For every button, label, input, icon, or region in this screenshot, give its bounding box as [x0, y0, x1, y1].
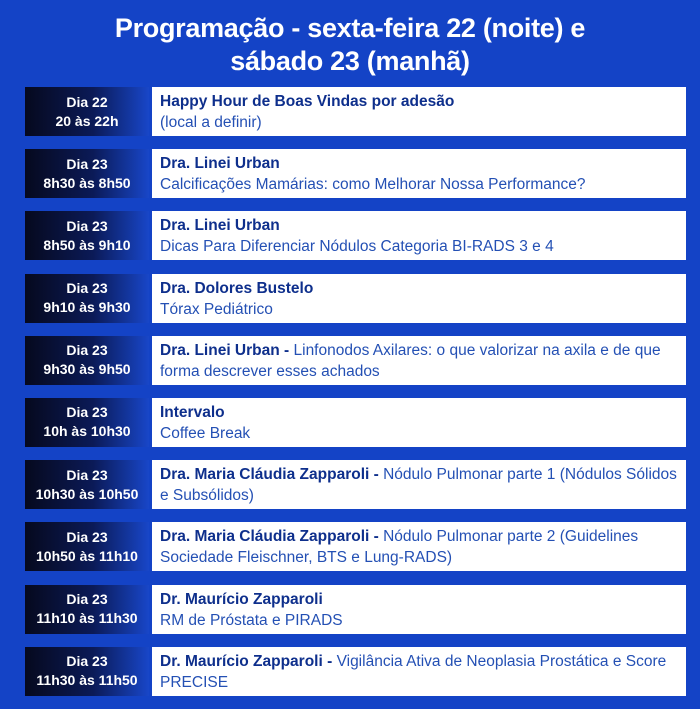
schedule-speaker: Intervalo [160, 403, 225, 421]
schedule-time-block [25, 398, 149, 447]
schedule-row [25, 647, 686, 696]
schedule-time-block [25, 274, 149, 323]
schedule-speaker: Dra. Maria Cláudia Zapparoli [160, 528, 370, 546]
schedule-time-block [25, 336, 149, 385]
schedule-content [152, 336, 686, 385]
title-line-2: sábado 23 (manhã) [230, 46, 470, 76]
schedule-row [25, 522, 686, 571]
schedule-topic: Dicas Para Diferenciar Nódulos Categoria BI-RADS 3 e 4 [160, 238, 554, 256]
schedule-time: 9h30 às 9h50 [43, 361, 131, 378]
schedule-row [25, 87, 686, 136]
schedule-day: Dia 23 [66, 653, 108, 670]
schedule-day: Dia 23 [66, 155, 108, 172]
schedule-time-block [25, 585, 149, 634]
schedule-topic: Nódulo Pulmonar parte 1 (Nódulos Sólidos e Subsólidos) [160, 466, 677, 505]
schedule-topic: Nódulo Pulmonar parte 2 (Guidelines Sociedade Fleischner, BTS e Lung-RADS) [160, 528, 639, 567]
schedule-content [152, 87, 686, 136]
schedule-day: Dia 23 [66, 342, 108, 359]
schedule-row [25, 211, 686, 260]
schedule-topic: Calcificações Mamárias: como Melhorar Nossa Performance? [160, 176, 586, 194]
schedule-speaker: Happy Hour de Boas Vindas por adesão [160, 93, 455, 110]
schedule-time-block [25, 211, 149, 260]
title-line-1: Programação - sexta-feira 22 (noite) e [114, 13, 586, 43]
schedule-time-block [25, 522, 149, 571]
schedule-separator: - [369, 528, 384, 546]
schedule-row [25, 149, 686, 198]
schedule-time: 20 às 22h [55, 112, 119, 129]
schedule-time: 8h50 às 9h10 [43, 236, 131, 253]
schedule-time-block [25, 460, 149, 509]
schedule-speaker: Dr. Maurício Zapparoli [160, 590, 323, 608]
schedule-speaker: Dra. Linei Urban [160, 217, 280, 235]
schedule-content [152, 647, 686, 696]
schedule-day: Dia 23 [66, 217, 108, 234]
schedule-speaker: Dra. Dolores Bustelo [160, 279, 314, 297]
schedule-content [152, 274, 686, 323]
schedule-separator: - [369, 466, 384, 484]
schedule-speaker: Dra. Linei Urban [160, 155, 280, 173]
schedule-time: 10h50 às 11h10 [36, 547, 138, 564]
schedule-row [25, 274, 686, 323]
schedule-time: 10h30 às 10h50 [35, 485, 139, 502]
schedule-day: Dia 23 [66, 591, 108, 607]
schedule-row [25, 585, 686, 634]
schedule-topic: Vigilância Ativa de Neoplasia Prostática e Score PRECISE [160, 652, 667, 691]
schedule-separator: - [279, 341, 294, 359]
schedule-speaker: Dra. Maria Cláudia Zapparoli [160, 466, 370, 484]
schedule-time-block [25, 647, 149, 696]
schedule-topic: Tórax Pediátrico [160, 300, 273, 318]
schedule-row [25, 398, 686, 447]
schedule-topic: RM de Próstata e PIRADS [160, 611, 343, 629]
schedule-speaker: Dra. Linei Urban [160, 341, 280, 359]
schedule-content [152, 522, 686, 571]
schedule-speaker: Dr. Maurício Zapparoli [160, 652, 323, 670]
schedule-content [152, 149, 686, 198]
schedule-content [152, 398, 686, 447]
schedule-time: 8h30 às 8h50 [43, 174, 131, 191]
schedule-day: Dia 23 [66, 466, 108, 483]
schedule-topic: Linfonodos Axilares: o que valorizar na axila e de que forma descrever esses achados [160, 341, 661, 380]
schedule-time: 11h10 às 11h30 [36, 610, 138, 626]
schedule-time: 10h às 10h30 [43, 423, 131, 440]
schedule-separator: - [322, 652, 337, 670]
schedule-time-block [25, 149, 149, 198]
schedule-time: 9h10 às 9h30 [43, 299, 131, 316]
schedule-day: Dia 23 [66, 528, 108, 545]
schedule-row [25, 336, 686, 385]
schedule-day: Dia 23 [66, 404, 108, 421]
schedule-time: 11h30 às 11h50 [36, 672, 138, 689]
page-title [0, 12, 700, 78]
schedule-day: Dia 23 [66, 280, 108, 297]
schedule-list [25, 87, 686, 709]
schedule-row [25, 460, 686, 509]
schedule-content [152, 460, 686, 509]
schedule-content [152, 211, 686, 260]
schedule-time-block [25, 87, 149, 136]
schedule-content [152, 585, 686, 634]
schedule-topic: Coffee Break [160, 424, 251, 442]
schedule-topic: (local a definir) [160, 114, 262, 131]
schedule-day: Dia 22 [66, 93, 108, 110]
